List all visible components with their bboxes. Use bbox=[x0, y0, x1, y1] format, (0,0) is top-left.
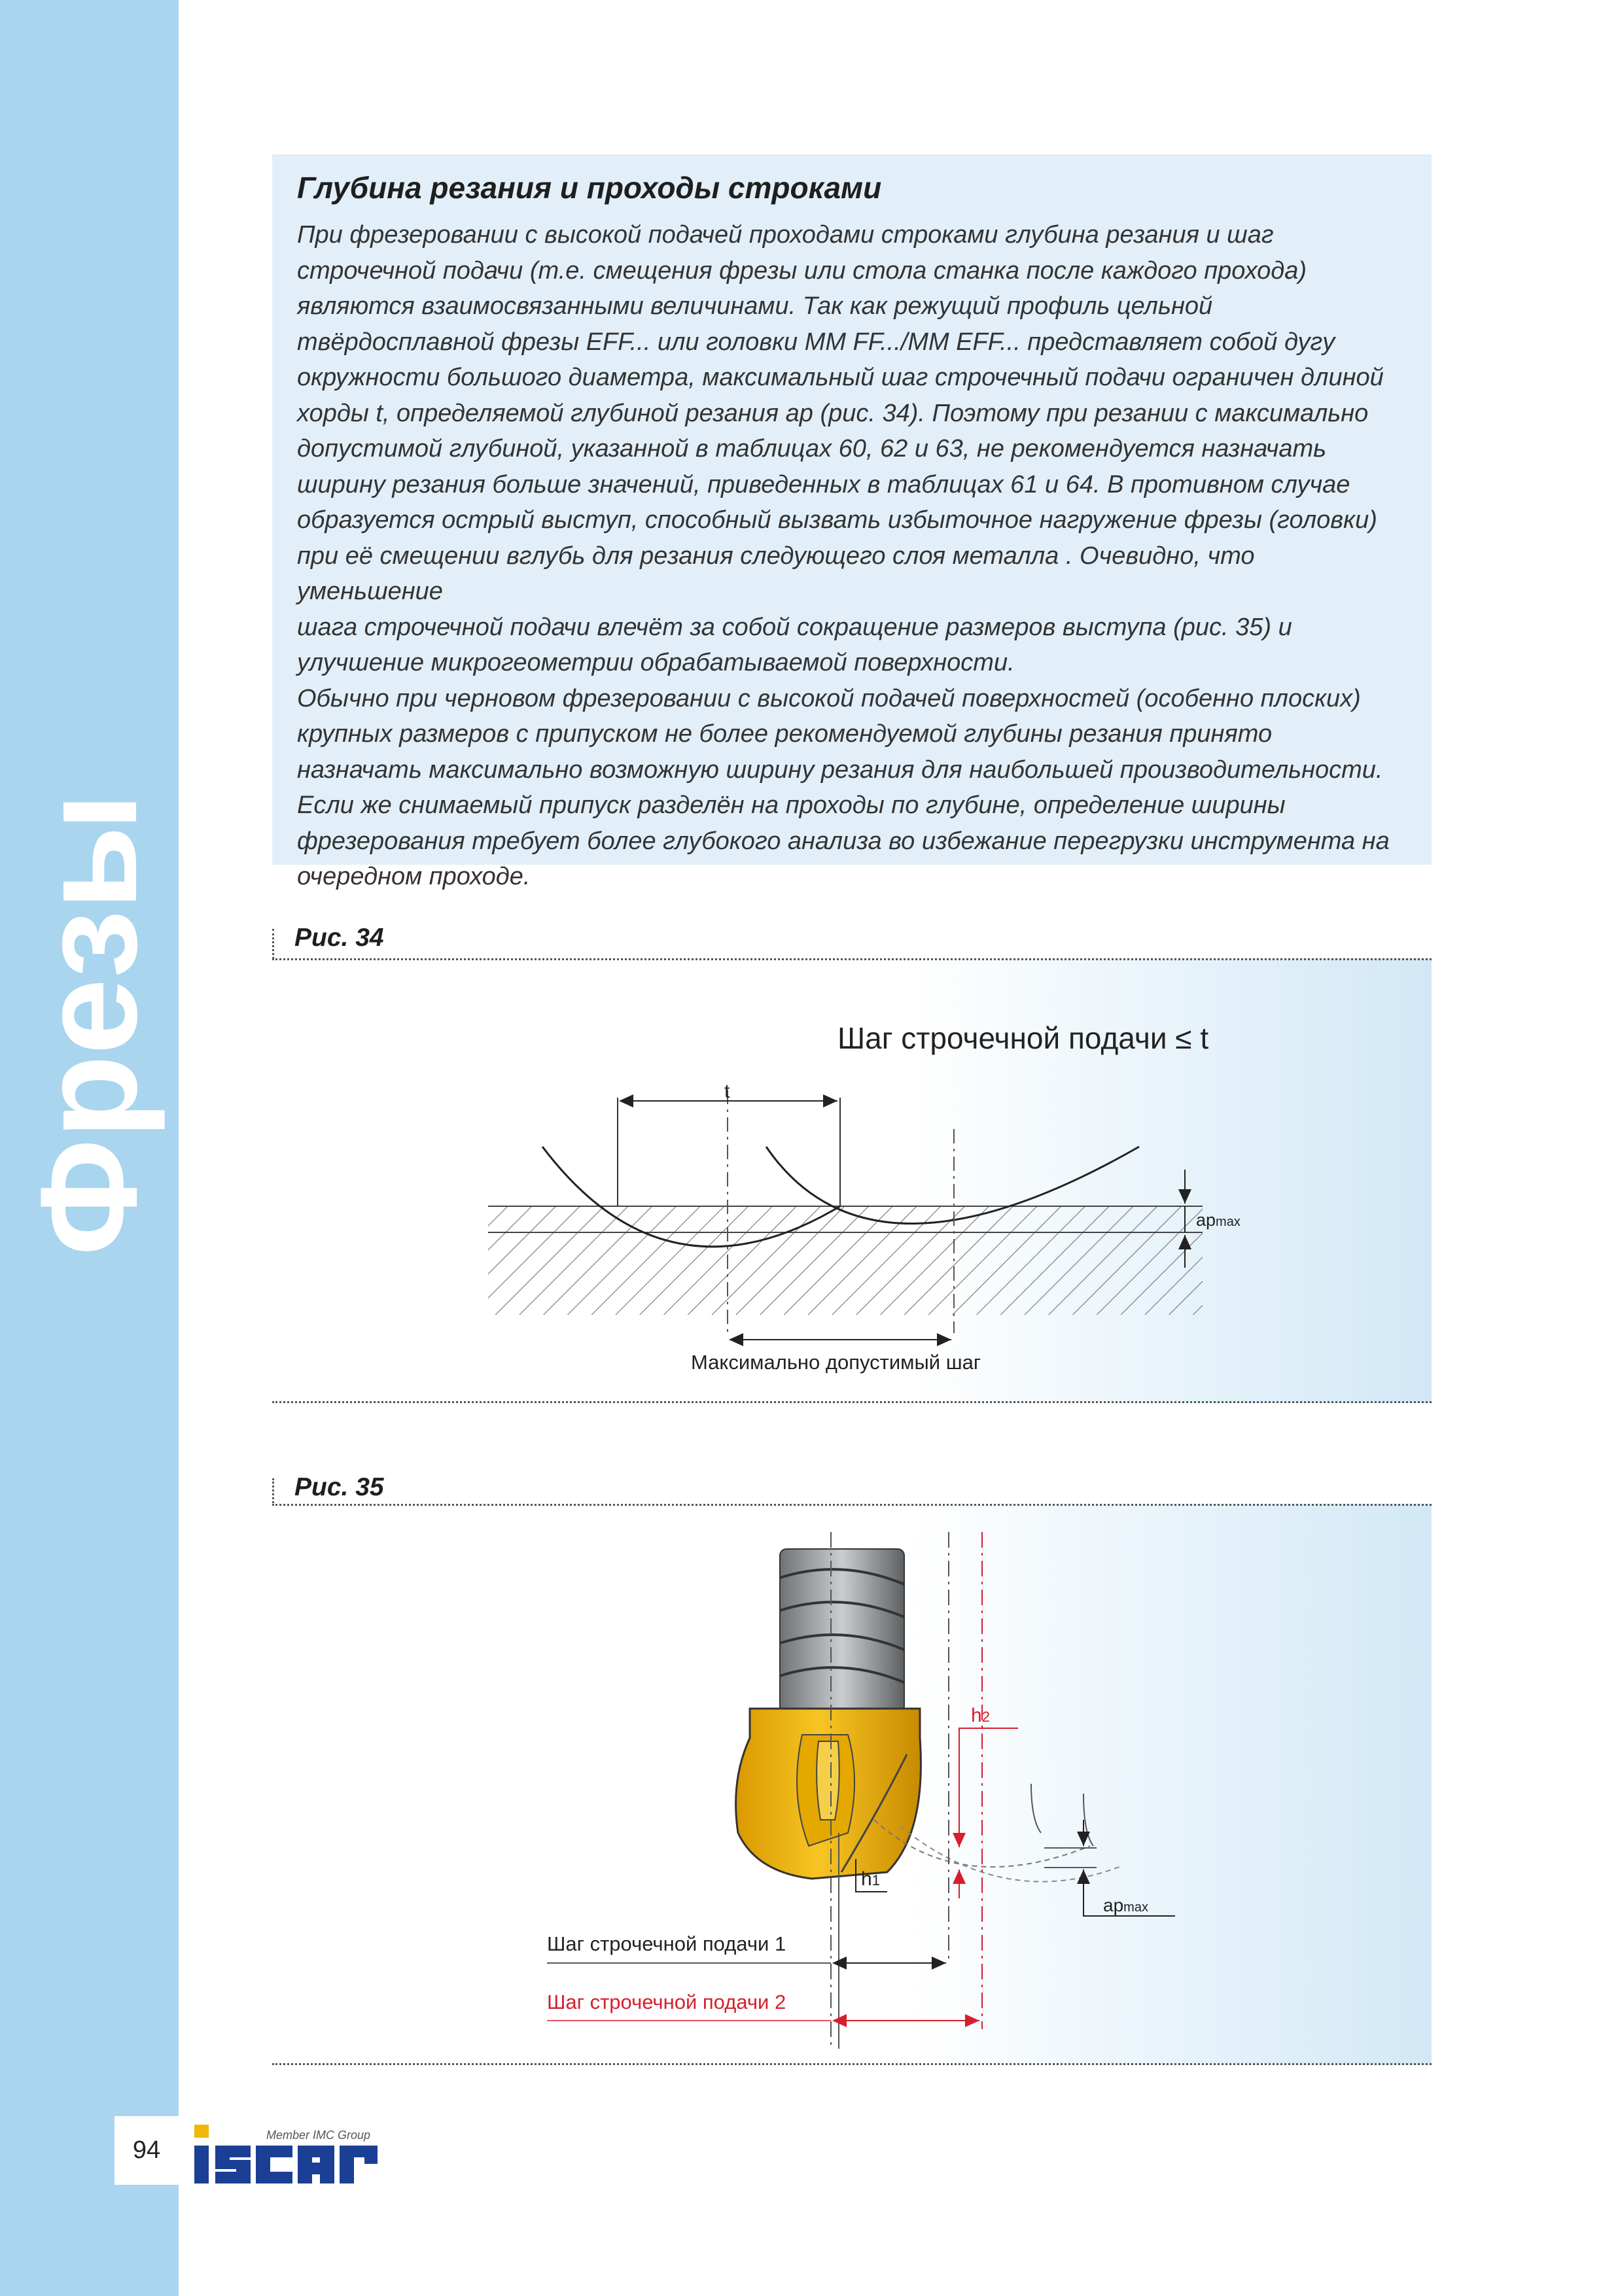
section-title-text: Фрезы bbox=[12, 792, 166, 1256]
fig34-t-label: t bbox=[724, 1081, 730, 1102]
article-box bbox=[272, 154, 1432, 890]
page-number: 94 bbox=[114, 2116, 179, 2185]
fig34-heading: Шаг строчечной подачи ≤ t bbox=[837, 1021, 1209, 1055]
cutter-head bbox=[736, 1709, 921, 1879]
fig35-step2-label: Шаг строчечной подачи 2 bbox=[547, 1991, 786, 2013]
section-title-vertical bbox=[12, 792, 166, 1282]
article-paragraph: При фрезеровании с высокой подачей проходами строками глубина резания и шаг строчечной подачи (т.е. смещения фрезы или стола станка после каждого прохода) являются взаимосвязанными величинами. Так как режущий профиль цельной твёрдосплавной фрезы EFF... или головки MM FF.../MM EFF... представляет собой дугу окружности большого диаметра, максимальный шаг строчечный подачи ограничен длиной хорды t, определяемой глубиной резания ap (рис. 34). Поэтому при резании с максимально допустимой глубиной, указанной в таблицах 60, 62 и 63, не рекомендуется назначать ширину резания больше значений, приведенных в таблицах 61 и 64. В противном случае образуется острый выступ, способный вызвать избыточное нагружение фрезы (головки) при её смещении вглубь для резания следующего слоя металла . Очевидно, что уменьшение шага строчечной подачи влечёт за собой сокращение размеров выступа (рис. 35) и улучшение микрогеометрии обрабатываемой поверхности. Обычно при черновом фрезеровании с высокой подачей поверхностей (особенно плоских) крупных размеров с припуском не более рекомендуемой глубины резания принято назначать максимально возможную ширину резания для наибольшей производительности. Если же снимаемый припуск разделён на проходы по глубине, определение ширины фрезерования требует более глубокого анализа во избежание перегрузки инструмента на очередном проходе. bbox=[297, 221, 1390, 890]
fig35-frame bbox=[272, 1504, 1432, 2065]
member-text: Member IMC Group bbox=[266, 2129, 371, 2142]
fig35-diagram bbox=[272, 1506, 1432, 2063]
fig35-label: Рис. 35 bbox=[294, 1473, 384, 1501]
fig34-label: Рис. 34 bbox=[294, 924, 384, 952]
fig34-frame bbox=[272, 958, 1432, 1403]
fig34-ap-label: apmax bbox=[1196, 1210, 1241, 1230]
logo-wordmark bbox=[194, 2146, 378, 2183]
fig34-diagram bbox=[272, 960, 1432, 1401]
fig35-step1-label: Шаг строчечной подачи 1 bbox=[547, 1932, 786, 1955]
fig35-h1-label: h1 bbox=[861, 1868, 880, 1890]
article-title: Глубина резания и проходы строками bbox=[297, 171, 882, 205]
fig34-workpiece bbox=[488, 1206, 1203, 1315]
fig35-ap-label: apmax bbox=[1103, 1895, 1148, 1915]
fig35-h2-label: h2 bbox=[971, 1705, 990, 1726]
cutter-shank bbox=[780, 1549, 904, 1713]
fig34-bottom-label: Максимально допустимый шаг bbox=[691, 1351, 981, 1374]
iscar-logo bbox=[193, 2118, 389, 2190]
